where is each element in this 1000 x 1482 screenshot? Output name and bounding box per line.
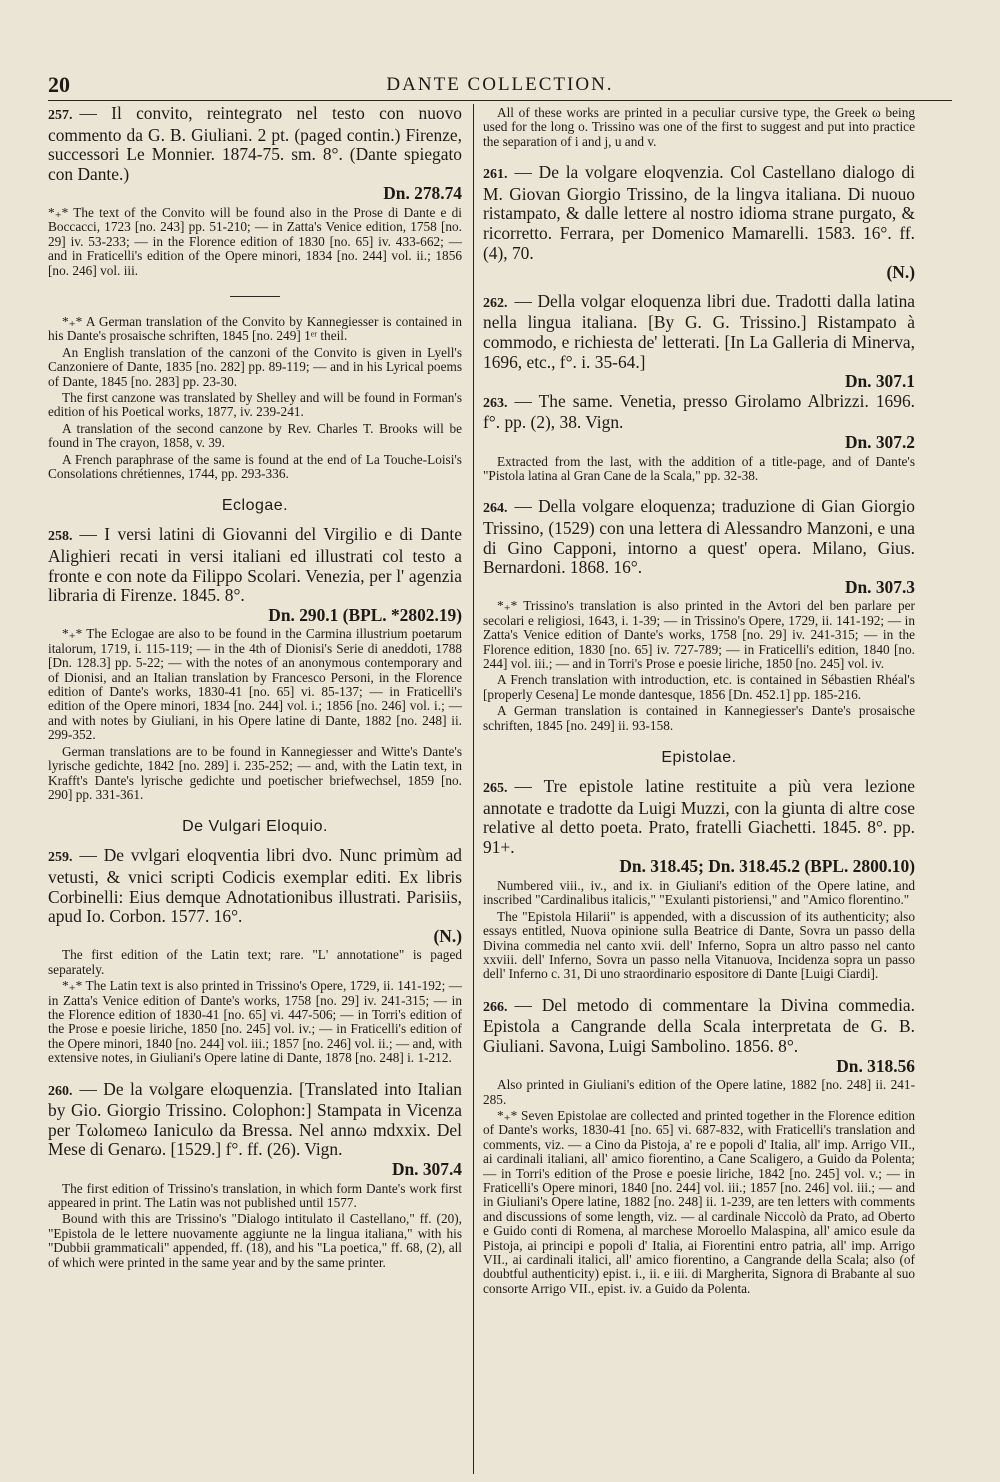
shelf-mark: (N.) — [433, 925, 462, 946]
shelf-mark: Dn. 290.1 (BPL. *2802.19) — [268, 604, 462, 625]
header-rule — [48, 100, 952, 101]
convito-note: The first canzone was translated by Shelley and will be found in Forman's edition of his Poetical works, 1877, iv. 239-241. — [48, 390, 462, 420]
shelf-mark: Dn. 318.56 — [836, 1055, 915, 1076]
entry-number: 265. — [483, 780, 508, 796]
entry-note: *₊* The Eclogae are also to be found in the Carmina illustrium poetarum italorum, 1719, i. 115-119; — in the 4th of Dionisi's Serie di aneddoti, 1788 [Dn. 128.3] pp. 5-22; — with the notes of an anonymous contemporary and of Dionisi, and an Italian translation by Francesco Personi, in the Florence edition of Dante's works, 1830-41 [no. 65] vi. 85-137; — in Fraticelli's edition of the Opere minori, 1834 [no. 244] vol. i.; 1856 [no. 246] vol. i.; — and with notes by Giuliani, in his Opere latine di Dante, 1882 [no. 248] ii. 299-352. — [48, 626, 462, 743]
shelf-mark: Dn. 307.1 — [844, 371, 915, 392]
entry-note: The first edition of the Latin text; rare. "L' annotatione" is paged separately. — [48, 947, 462, 977]
entry-note: The first edition of Trissino's translation, in which form Dante's work first appeared in print. The Latin was not published until 1577. — [48, 1180, 462, 1210]
entry-note: *₊* The text of the Convito will be found also in the Prose di Dante e di Boccacci, 1723 [no. 243] pp. 51-210; — in Zatta's Venice edition, 1758 [no. 29] iv. 53-233; — in the Florence edition of 1830 [no. 65] iv. 433-662; — and in Fraticelli's edition of the Opere minori, 1834 [no. 244] vol. ii.; 1856 [no. 246] vol. iii. — [48, 204, 462, 278]
running-head — [48, 72, 952, 100]
section-heading-eclogae: Eclogae. — [221, 497, 289, 515]
entry-text: — Del metodo di commentare la Divina commedia. Epistola a Cangrande della Scala interpretata de G. B. Giuliani. Savona, Luigi Sambolino. 1856. 8°. — [483, 994, 915, 1056]
entry-260 — [48, 1080, 462, 1180]
entry-note: *₊* The Latin text is also printed in Trissino's Opere, 1729, ii. 141-192; — in Zatta's Venice edition of Dante's works, 1758 [no. 29] iv. 241-315; — in the Florence edition of 1830-41 [no. 65] vi. 447-506; — in Torri's edition of the Prose e poesie liriche, 1850 [no. 245] vol. iv.; — in Fraticelli's edition of the Opere minori, 1840 [no. 244] vol. iii.; 1857 [no. 246] vol. ii.; — and, with extensive notes, in Giuliani's Opere latine di Dante, 1878 [no. 248] i. 1-212. — [48, 978, 462, 1066]
convito-note: A translation of the second canzone by Rev. Charles T. Brooks will be found in The crayon, 1858, v. 39. — [48, 420, 462, 451]
entry-number: 260. — [48, 1083, 73, 1099]
shelf-mark: Dn. 307.3 — [844, 576, 915, 597]
shelf-mark: Dn. 318.45; Dn. 318.45.2 (BPL. 2800.10) — [619, 856, 915, 877]
entry-number: 258. — [48, 529, 73, 545]
entry-263 — [483, 392, 915, 453]
convito-note: A French paraphrase of the same is found at the end of La Touche-Loisi's Consolations chrétiennes, 1744, pp. 293-336. — [48, 451, 462, 482]
entry-262 — [483, 292, 915, 392]
entry-note: *₊* Trissino's translation is also printed in the Avtori del ben parlare per secolari e religiosi, 1643, i. 1-39; — in Trissino's Opere, 1729, ii. 141-192; — in Zatta's Venice edition of Dante's works, 1758 [no. 29] iv. 241-315; — in the Florence edition, 1830 [no. 65] iv. 727-789; — in Fraticelli's edition, 1840 [no. 244] vol. iii.; — and in Torri's Prose e poesie liriche, 1850 [no. 245] vol. iv. — [483, 598, 915, 671]
entry-note: A German translation is contained in Kannegiesser's Dante's prosaische schriften, 1845 [no. 249] ii. 93-158. — [483, 703, 915, 733]
entry-number: 263. — [483, 395, 508, 411]
convito-note: An English translation of the canzoni of the Convito is given in Lyell's Canzoniere of Dante, 1835 [no. 282] pp. 89-119; — and in his Lyrical poems of Dante, 1845 [no. 283] pp. 23-30. — [48, 344, 462, 389]
cursive-type-note: All of these works are printed in a peculiar cursive type, the Greek ω being used for the long o. Trissino was one of the first to suggest and put into practice the separation of i and j, u and v. — [483, 105, 915, 149]
entry-note: Extracted from the last, with the addition of a title-page, and of Dante's "Pistola latina al Gran Cane de la Scala," pp. 32-38. — [483, 453, 915, 483]
shelf-mark: (N.) — [886, 262, 915, 283]
entry-text: — The same. Venetia, presso Girolamo Albrizzi. 1696. f°. pp. (2), 38. Vign. — [483, 390, 915, 433]
entry-text: — De la volgare eloqvenzia. Col Castellano dialogo di M. Giovan Giorgio Trissino, de la lingva italiana. Di nuouo ristampato, & dalle lettere al nostro idioma strane purgato, & ricorretto. Ferrara, per Domenico Mamarelli. 1583. 16°. ff. (4), 70. — [483, 162, 915, 263]
entry-text: — Della volgare eloquenza; traduzione di Gian Giorgio Trissino, (1529) con una lettera di Alessandro Manzoni, e una di Gino Capponi, intorno a quest' opera. Milano, Gius. Bernardoni. 1868. 16°. — [483, 496, 915, 578]
entry-text: — Della volgar eloquenza libri due. Tradotti dalla latina nella lingua italiana. [By G. G. Trissino.] Ristampato à commodo, e richiesta de' letterati. [In La Galleria di Minerva, 1696, etc., f°. i. 35-64.] — [483, 290, 915, 372]
section-heading-vulgari: De Vulgari Eloquio. — [182, 818, 328, 836]
entry-note: Also printed in Giuliani's edition of the Opere latine, 1882 [no. 248] ii. 241-285. — [483, 1077, 915, 1107]
entry-number: 257. — [48, 108, 73, 123]
entry-text: — Il convito, reintegrato nel testo con nuovo commento da G. B. Giuliani. 2 pt. (paged contin.) Firenze, successori Le Monnier. 1874-75. sm. 8°. (Dante spiegato con Dante.) — [48, 104, 462, 184]
entry-259 — [48, 846, 462, 946]
entry-number: 262. — [483, 295, 508, 311]
running-title: DANTE COLLECTION. — [386, 74, 614, 95]
entry-note: Bound with this are Trissino's "Dialogo intitulato il Castellano," ff. (20), "Epistola de le lettere nuovamente aggiunte ne la lingua italiana," with his "Dubbii grammaticali" appended, ff. (18), and his "La poetica," ff. 68, (2), all of which were printed in the same year and by the same printer. — [48, 1211, 462, 1270]
entry-number: 264. — [483, 501, 508, 517]
entry-note: A French translation with introduction, etc. is contained in Sébastien Rhéal's [properly Cesena] Le monde dantesque, 1856 [Dn. 452.1] pp. 185-216. — [483, 672, 915, 702]
entry-note: Numbered viii., iv., and ix. in Giuliani's edition of the Opere latine, and inscribed "Cardinalibus italicis," "Exulanti pistoriensi," and "Amico florentino." — [483, 877, 915, 908]
entry-261 — [483, 163, 915, 283]
section-heading-epistolae: Epistolae. — [661, 748, 737, 766]
entry-258 — [48, 525, 462, 625]
entry-number: 261. — [483, 167, 508, 183]
right-column — [483, 104, 915, 1476]
shelf-mark: Dn. 278.74 — [383, 183, 462, 204]
entry-number: 266. — [483, 999, 508, 1015]
entry-text: — De la vωlgare elωquenzia. [Translated into Italian by Gio. Giorgio Trissino. Colophon:] Stampata in Vicenza per Tωlωmeω Ianiculω da Bressa. Nel annω mdxxix. Del Mese di Genarω. [1529.] f°. ff. (26). Vign. — [48, 1078, 462, 1160]
section-rule — [230, 296, 280, 297]
entry-264 — [483, 497, 915, 597]
entry-note: The "Epistola Hilarii" is appended, with a discussion of its authenticity; also essays entitled, Nuova opinione sulla Beatrice di Dante, Sovra un passo della Divina commedia nel canto xvii. dell' Inferno, Sopra un altro passo nel canto xxviii. dell' Inferno, Sovra un passo nella Vitanuova, Incidenza sopra un passo dell' Inferno c. 31, Di uno straordinario espositore di Dante [Luigi Ciardi]. — [483, 908, 915, 982]
entry-text: — De vvlgari eloqventia libri dvo. Nunc primùm ad vetusti, & vnici scripti Codicis exemplar editi. Ex libris Corbinelli: Eius demque Adnotationibus illustrati. Parisiis, apud Io. Corbon. 1577. 16°. — [48, 845, 462, 927]
left-column — [48, 104, 462, 1476]
column-divider — [473, 104, 474, 1474]
entry-257 — [48, 104, 462, 204]
shelf-mark: Dn. 307.2 — [844, 431, 915, 452]
page-number: 20 — [48, 72, 70, 97]
shelf-mark: Dn. 307.4 — [391, 1158, 462, 1179]
entry-note: *₊* Seven Epistolae are collected and printed together in the Florence edition of Dante's works, 1830-41 [no. 65] vi. 687-832, with Fraticelli's translation and comments, viz. — a Cino da Pistoja, a' re e popoli d' Italia, all' imp. Arrigo VII., ai cardinali italiani, all' amico fiorentino, a Cane Scaligero, a Guido da Polenta; — in Torri's edition of the Prose e poesie liriche, 1842 [no. 245] vol. v.; — in Fraticelli's Opere minori, 1840 [no. 244] vol. iii.; 1857 [no. 246] vol. iii.; — and in Giuliani's Opere latine, 1882 [no. 248] ii. 1-239, are ten letters with comments and discussions of some length, viz. — al cardinale Niccolò da Prato, ad Oberto e Guido conti di Romena, al marchese Moroello Malaspina, all' amico esule da Pistoja, ai principi e popoli d' Italia, ai Fiorentini entro patria, all' imp. Arrigo VII., ai cardinali italici, all' amico fiorentino, a Cangrande della Scala; also (of doubtful authenticity) epist. i., ii. e iii. di Margherita, Signora di Brabante al suo consorte Arrigo VII., epist. iv. a Guido da Polenta. — [483, 1107, 915, 1296]
entry-note: German translations are to be found in Kannegiesser and Witte's Dante's lyrische gedichte, 1842 [no. 289] i. 235-252; — and, with the Latin text, in Krafft's Dante's lyrische gedichte und poetischer briefwechsel, 1859 [no. 290] pp. 331-361. — [48, 743, 462, 802]
convito-note: *₊* A German translation of the Convito by Kannegiesser is contained in his Dante's prosaische schriften, 1845 [no. 249] 1ᵉʳ theil. — [48, 314, 462, 344]
entry-265 — [483, 777, 915, 877]
entry-text: — I versi latini di Giovanni del Virgilio e di Dante Alighieri recati in versi italiani ed illustrati col testo a fronte e con note da Filippo Scolari. Venezia, per l' agenzia libraria di Firenze. 1845. 8°. — [48, 524, 462, 606]
entry-number: 259. — [48, 850, 73, 866]
entry-text: — Tre epistole latine restituite a più vera lezione annotate e tradotte da Luigi Muzzi, con la giunta di altre cose relative al detto poeta. Prato, fratelli Giachetti. 1845. 8°. pp. 91+. — [483, 775, 915, 857]
entry-266 — [483, 996, 915, 1076]
